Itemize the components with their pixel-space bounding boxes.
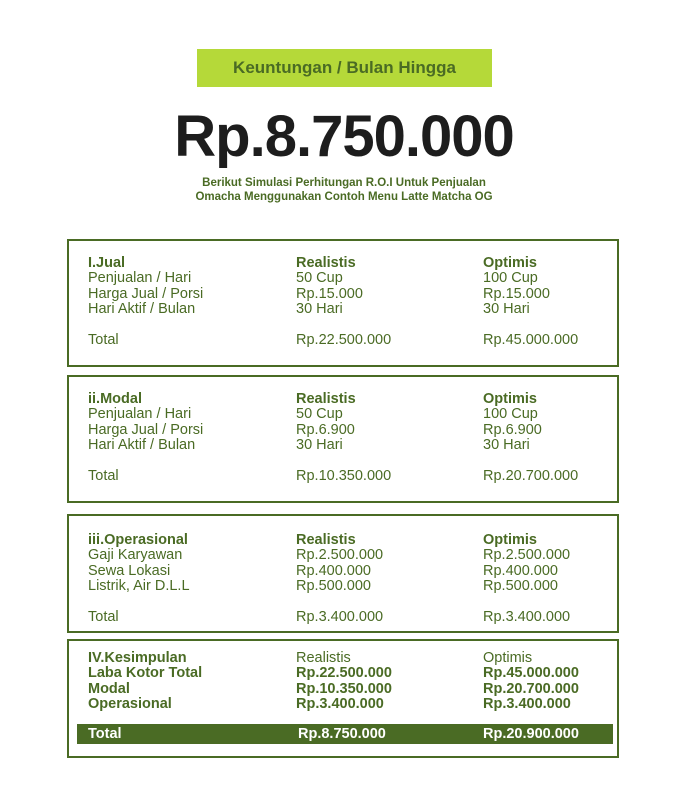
row-label: Operasional	[88, 696, 172, 712]
row-label: Penjualan / Hari	[88, 406, 192, 422]
section-modal	[67, 375, 619, 503]
profit-amount: Rp.8.750.000	[174, 104, 514, 169]
section-kesimpulan	[67, 639, 619, 758]
description-line: Berikut Simulasi Perhitungan R.O.I Untuk Penjualan	[202, 177, 486, 189]
col-realistis-header: Realistis	[296, 650, 351, 666]
row-realistis: Rp.2.500.000	[296, 547, 384, 563]
section-header	[69, 391, 617, 407]
table-row	[69, 270, 617, 286]
total-bar	[77, 724, 613, 744]
row-optimis: Rp.500.000	[483, 578, 558, 594]
total-realistis: Rp.10.350.000	[296, 468, 392, 484]
section-operasional	[67, 514, 619, 633]
row-label: Sewa Lokasi	[88, 563, 171, 579]
total-optimis: Rp.3.400.000	[483, 609, 571, 625]
total-optimis: Rp.20.900.000	[483, 726, 579, 742]
row-realistis: 30 Hari	[296, 437, 343, 453]
table-row	[69, 578, 617, 594]
row-label: Laba Kotor Total	[88, 665, 203, 681]
row-label: Modal	[88, 681, 130, 697]
row-label: Listrik, Air D.L.L	[88, 578, 190, 594]
row-optimis: 100 Cup	[483, 270, 538, 286]
total-row	[69, 609, 617, 625]
col-optimis-header: Optimis	[483, 255, 537, 271]
table-row	[69, 696, 617, 712]
description	[0, 176, 688, 204]
total-realistis: Rp.3.400.000	[296, 609, 384, 625]
table-row	[69, 681, 617, 697]
table-row	[69, 286, 617, 302]
section-header	[69, 532, 617, 548]
row-realistis: Rp.3.400.000	[296, 696, 384, 712]
col-realistis-header: Realistis	[296, 255, 356, 271]
total-optimis: Rp.45.000.000	[483, 332, 579, 348]
row-optimis: Rp.6.900	[483, 422, 542, 438]
row-label: Gaji Karyawan	[88, 547, 183, 563]
row-realistis: Rp.400.000	[296, 563, 371, 579]
row-realistis: Rp.500.000	[296, 578, 371, 594]
table-row	[69, 563, 617, 579]
total-realistis: Rp.8.750.000	[298, 726, 386, 742]
total-label: Total	[88, 468, 119, 484]
section-title: ii.Modal	[88, 391, 142, 407]
row-realistis: Rp.15.000	[296, 286, 363, 302]
table-row	[69, 437, 617, 453]
col-optimis-header: Optimis	[483, 532, 537, 548]
row-optimis: 30 Hari	[483, 437, 530, 453]
row-optimis: Rp.15.000	[483, 286, 550, 302]
table-row	[69, 665, 617, 681]
total-label: Total	[88, 332, 119, 348]
row-realistis: Rp.6.900	[296, 422, 355, 438]
row-label: Hari Aktif / Bulan	[88, 437, 196, 453]
row-optimis: Rp.2.500.000	[483, 547, 571, 563]
row-realistis: 30 Hari	[296, 301, 343, 317]
table-row	[69, 406, 617, 422]
col-optimis-header: Optimis	[483, 391, 537, 407]
row-optimis: Rp.45.000.000	[483, 665, 579, 681]
row-label: Harga Jual / Porsi	[88, 422, 204, 438]
total-realistis: Rp.22.500.000	[296, 332, 392, 348]
section-title: iii.Operasional	[88, 532, 188, 548]
row-realistis: 50 Cup	[296, 406, 343, 422]
row-optimis: Rp.20.700.000	[483, 681, 579, 697]
section-header	[69, 255, 617, 271]
row-label: Harga Jual / Porsi	[88, 286, 204, 302]
row-optimis: Rp.3.400.000	[483, 696, 571, 712]
row-label: Hari Aktif / Bulan	[88, 301, 196, 317]
row-optimis: Rp.400.000	[483, 563, 558, 579]
table-row	[69, 301, 617, 317]
total-label: Total	[88, 609, 119, 625]
section-jual	[67, 239, 619, 367]
row-optimis: 30 Hari	[483, 301, 530, 317]
col-realistis-header: Realistis	[296, 391, 356, 407]
row-realistis: Rp.22.500.000	[296, 665, 392, 681]
row-label: Penjualan / Hari	[88, 270, 192, 286]
row-optimis: 100 Cup	[483, 406, 538, 422]
description-line: Omacha Menggunakan Contoh Menu Latte Matcha OG	[195, 191, 493, 203]
col-realistis-header: Realistis	[296, 532, 356, 548]
profit-badge: Keuntungan / Bulan Hingga	[197, 49, 492, 87]
total-row	[69, 468, 617, 484]
section-title: IV.Kesimpulan	[88, 650, 187, 666]
col-optimis-header: Optimis	[483, 650, 533, 666]
table-row	[69, 422, 617, 438]
total-label: Total	[88, 726, 122, 742]
section-header	[69, 650, 617, 666]
total-row	[69, 332, 617, 348]
row-realistis: 50 Cup	[296, 270, 343, 286]
total-optimis: Rp.20.700.000	[483, 468, 579, 484]
table-row	[69, 547, 617, 563]
row-realistis: Rp.10.350.000	[296, 681, 392, 697]
section-title: I.Jual	[88, 255, 126, 271]
